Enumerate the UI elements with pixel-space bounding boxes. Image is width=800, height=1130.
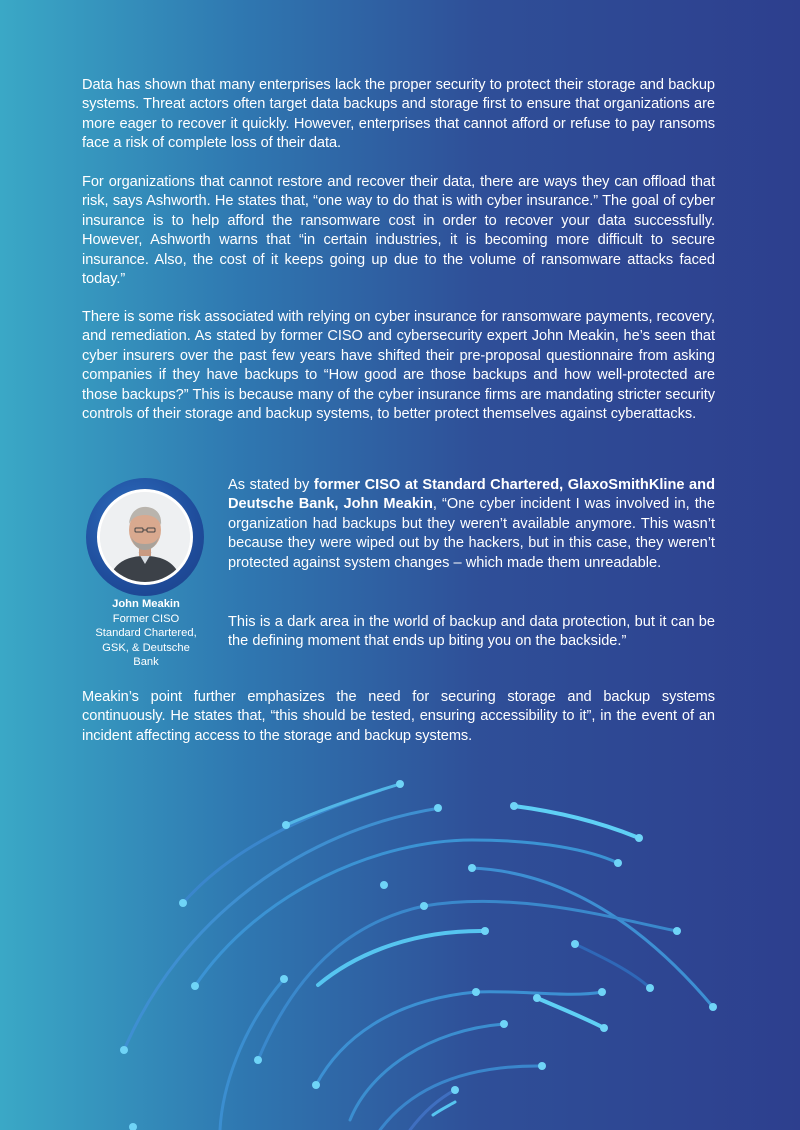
dot (614, 859, 622, 867)
dot (533, 994, 541, 1002)
dot (451, 1086, 459, 1094)
arc (380, 1066, 542, 1130)
arc (220, 979, 284, 1130)
arc (183, 784, 400, 903)
dot (646, 984, 654, 992)
arc (575, 944, 650, 988)
dot (468, 864, 476, 872)
avatar (97, 489, 193, 585)
dot (312, 1081, 320, 1089)
body-paragraph-4: Meakin’s point further emphasizes the need for securing storage and backup systems continuously. He states that, “this should be tested, ensuring accessibility to it”, in the event of an incident affecting access to the storage and backup systems. (82, 689, 715, 744)
arc (514, 806, 639, 838)
profile-org-line-2: GSK, & Deutsche (102, 641, 190, 654)
dot (254, 1056, 262, 1064)
dot (420, 902, 428, 910)
profile-org-line-3: Bank (133, 656, 159, 668)
quote-attribution: former CISO at Standard Chartered, GlaxoSmithKline and Deutsche Bank, John Meakin (228, 477, 715, 513)
portrait-illustration (100, 492, 190, 582)
quote-paragraph-1 (228, 476, 715, 573)
profile-caption (82, 597, 210, 670)
arc (195, 840, 618, 986)
dot (510, 802, 518, 810)
dot (434, 804, 442, 812)
body-paragraph-3: There is some risk associated with relying on cyber insurance for ransomware payments, recovery, and remediation. As stated by former CISO and cybersecurity expert John Meakin, he’s seen that cyber insurers over the past few years have shifted their pre-proposal questionnaire from asking companies if they have backups to “How good are those backups and how well-protected are those backups?” This is because many of the cyber insurance firms are mandating stricter security controls of their storage and backup systems, to better protect themselves against cyberattacks. (82, 309, 715, 423)
dot (380, 881, 388, 889)
dot (500, 1020, 508, 1028)
dot (709, 1003, 717, 1011)
body-paragraph-1: Data has shown that many enterprises lack the proper security to protect their storage and backup systems. Threat actors often target data backups and storage first to ensure that organizations are more eager to recover it quickly. However, enterprises that cannot afford or refuse to pay ransoms face a risk of complete loss of their data. (82, 77, 715, 152)
quote-intro: As stated by (228, 477, 314, 493)
dot (635, 834, 643, 842)
profile-org-line-1: Standard Chartered, (95, 627, 197, 639)
profile-title: Former CISO (112, 612, 180, 625)
quote-paragraph-2: This is a dark area in the world of backup and data protection, but it can be the defining moment that ends up biting you on the backside.” (228, 614, 715, 650)
decorative-arcs (0, 760, 800, 1130)
body-paragraph-2: For organizations that cannot restore and recover their data, there are ways they can offload that risk, says Ashworth. He states that, “one way to do that is with cyber insurance.” The goal of cyber insurance is to help afford the ransomware cost in order to recover your data successfully. However, Ashworth warns that “in certain industries, it is becoming more difficult to secure insurance. Also, the cost of it keeps going up due to the volume of ransomware attacks faced today.” (82, 174, 715, 288)
dot (600, 1024, 608, 1032)
dot (481, 927, 489, 935)
arc (318, 931, 485, 985)
dot (598, 988, 606, 996)
dot (129, 1123, 137, 1130)
dot (179, 899, 187, 907)
dot (538, 1062, 546, 1070)
profile-name: John Meakin (112, 598, 180, 610)
dot (191, 982, 199, 990)
dot (571, 940, 579, 948)
arc (537, 998, 604, 1028)
dot (282, 821, 290, 829)
dot (472, 988, 480, 996)
dot (673, 927, 681, 935)
quote-text-1: , “One cyber incident I was involved in, the organization had backups but they weren’t available anymore. This wasn’t because they were wiped out by the hackers, but in this case, they weren’t protected against system changes – which made them unreadable. (228, 496, 715, 571)
dot (120, 1046, 128, 1054)
dot (396, 780, 404, 788)
dot (280, 975, 288, 983)
arc (472, 868, 713, 1007)
